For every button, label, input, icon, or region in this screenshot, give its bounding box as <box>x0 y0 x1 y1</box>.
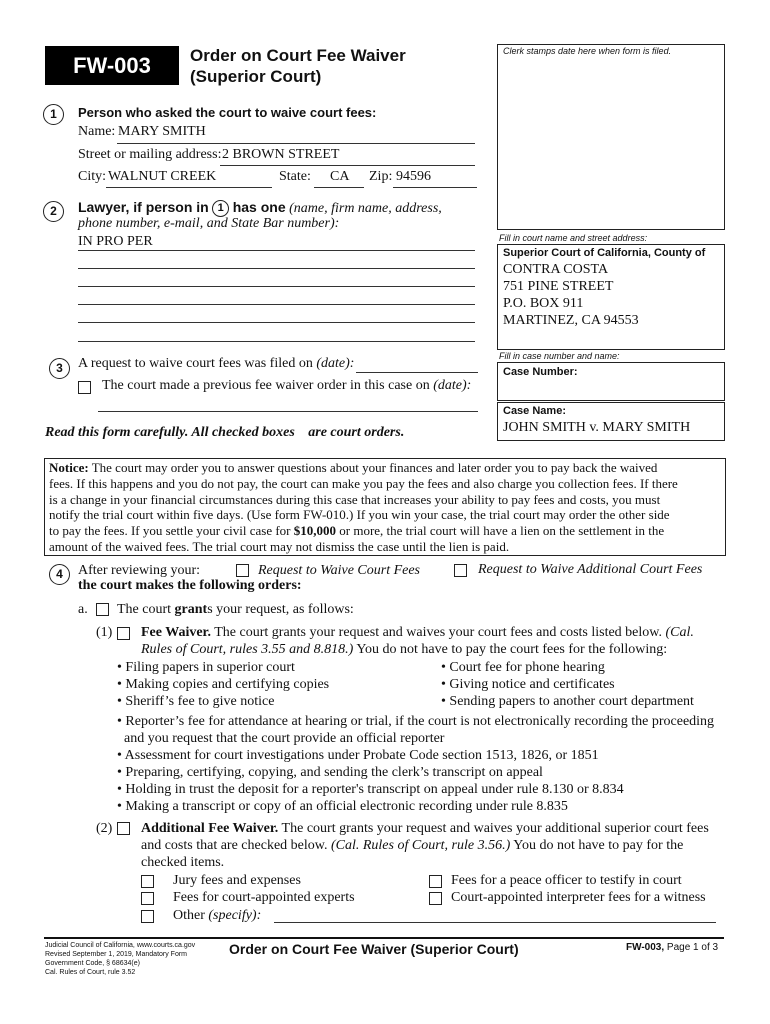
fee-waiver-cite1: (Cal. <box>665 625 694 640</box>
bullet-assessment: • Assessment for court investigations under Probate Code section 1513, 1826, or 1851 <box>117 748 599 763</box>
court-experts-checkbox[interactable] <box>141 892 154 905</box>
additional-waiver-line3: checked items. <box>141 855 225 870</box>
additional-waiver-num: (2) <box>96 821 113 836</box>
notice-line2: fees. If this happens and you do not pay, the court can make you pay the fees and also charge you collection fees. If there <box>49 475 678 491</box>
read-notice <box>45 425 404 441</box>
previous-order-label: The court made a previous fee waiver order in this case on <box>102 378 430 393</box>
fee-waiver-checkbox[interactable] <box>117 627 130 640</box>
bullet-phone: • Court fee for phone hearing <box>441 660 605 675</box>
street-label: Street or mailing address: <box>78 147 222 162</box>
lawyer-heading-italic2: phone number, e-mail, and State Bar number): <box>78 216 340 231</box>
lawyer-heading-italic: (name, firm name, address, <box>289 201 442 216</box>
fee-request-filed-text: A request to waive court fees was filed on <box>78 356 313 371</box>
additional-waiver-text: The court grants your request and waives your additional superior court fees <box>281 821 709 836</box>
notice-line3: is a change in your financial circumstances during this case that increases your ability to pay fees and costs, you must <box>49 491 661 507</box>
footer-left2: Revised September 1, 2019, Mandatory Form <box>45 951 188 958</box>
bullet-deposit: • Holding in trust the deposit for a reporter's transcript on appeal under rule 8.130 or 8.834 <box>117 782 624 797</box>
fee-waiver-line2 <box>141 642 667 658</box>
previous-order-checkbox[interactable] <box>78 381 91 394</box>
footer-page-number: Page 1 of 3 <box>666 942 719 953</box>
jury-fees-label: Jury fees and expenses <box>173 873 301 888</box>
footer-page <box>626 942 718 953</box>
bullet-sending: • Sending papers to another court department <box>441 694 694 709</box>
form-id-badge: FW-003 <box>45 46 179 85</box>
bullet-notice: • Giving notice and certificates <box>441 677 615 692</box>
order-a-bold: grant <box>174 602 208 617</box>
name-label: Name: <box>78 124 116 139</box>
court-line4[interactable]: MARTINEZ, CA 94553 <box>503 313 639 328</box>
orders-heading: the court makes the following orders: <box>78 578 302 593</box>
notice-line6: amount of the waived fees. The trial court may not dismiss the case until the lien is paid. <box>49 538 510 554</box>
order-a-checkbox[interactable] <box>96 603 109 616</box>
court-experts-label: Fees for court-appointed experts <box>173 890 355 905</box>
request-waive-additional-checkbox[interactable] <box>454 564 467 577</box>
previous-order-date-field[interactable] <box>98 411 478 412</box>
additional-waiver-line1 <box>141 821 709 837</box>
bullets-right <box>441 659 694 710</box>
section-3-text <box>78 356 354 372</box>
request-waive-fees-checkbox[interactable] <box>236 564 249 577</box>
city-label: City: <box>78 169 107 184</box>
interpreter-label: Court-appointed interpreter fees for a witness <box>451 890 706 905</box>
notice-text <box>49 460 723 555</box>
section-4-number: 4 <box>49 564 70 585</box>
bullets-full <box>117 713 714 815</box>
case-name-value[interactable]: JOHN SMITH v. MARY SMITH <box>503 420 691 435</box>
jury-fees-checkbox[interactable] <box>141 875 154 888</box>
peace-officer-checkbox[interactable] <box>429 875 442 888</box>
footer-left4: Cal. Rules of Court, rule 3.52 <box>45 969 136 976</box>
form-title-line2: (Superior Court) <box>190 67 322 86</box>
street-value[interactable]: 2 BROWN STREET <box>222 147 340 162</box>
state-label: State: <box>279 169 311 184</box>
order-a-text1: The court <box>117 602 172 617</box>
additional-waiver-cite: (Cal. Rules of Court, rule 3.56.) <box>330 838 511 853</box>
bullet-filing: • Filing papers in superior court <box>117 660 295 675</box>
order-a-text <box>117 602 354 618</box>
bullet-reporter-cont: and you request that the court provide an official reporter <box>124 731 445 746</box>
previous-order-date-label: (date): <box>433 378 472 393</box>
footer-left <box>45 941 195 977</box>
request-waive-additional-label: Request to Waive Additional Court Fees <box>478 562 703 577</box>
fee-waiver-num: (1) <box>96 625 113 640</box>
bullets-left <box>117 659 329 710</box>
interpreter-checkbox[interactable] <box>429 892 442 905</box>
other-label <box>173 908 261 924</box>
notice-amount: $10,000 <box>293 523 336 539</box>
notice-line1: The court may order you to answer questions about your finances and later order you to pay back the waived <box>91 460 658 475</box>
fee-waiver-title: Fee Waiver. <box>141 625 211 640</box>
bullet-copies: • Making copies and certifying copies <box>117 677 330 692</box>
lawyer-value[interactable]: IN PRO PER <box>78 234 153 249</box>
case-name-label: Case Name: <box>503 405 566 417</box>
footer-title: Order on Court Fee Waiver (Superior Court) <box>229 941 519 957</box>
additional-waiver-text2b: You do not have to pay for the <box>513 838 684 853</box>
section-3-number: 3 <box>49 358 70 379</box>
form-title <box>190 45 406 87</box>
fee-request-date-field[interactable] <box>356 372 478 373</box>
other-specify-field[interactable] <box>274 922 716 923</box>
read-notice-part2: are court orders. <box>308 425 405 440</box>
zip-label: Zip: <box>369 169 393 184</box>
notice-line4: notify the trial court within five days. (Use form FW-010.) If you win your case, the trial court may order the other side <box>49 507 670 523</box>
clerk-stamp-box <box>497 44 725 230</box>
name-value[interactable]: MARY SMITH <box>118 124 206 139</box>
section-1-number: 1 <box>43 104 64 125</box>
zip-value[interactable]: 94596 <box>396 169 431 184</box>
additional-waiver-text2a: and costs that are checked below. <box>141 838 328 853</box>
peace-officer-label: Fees for a peace officer to testify in court <box>451 873 682 888</box>
case-box-label: Fill in case number and name: <box>499 351 620 361</box>
previous-order-text <box>102 378 471 394</box>
fee-request-date-label: (date): <box>316 356 355 371</box>
footer-form-id: FW-003, <box>626 942 665 953</box>
additional-waiver-title: Additional Fee Waiver. <box>141 821 279 836</box>
state-value[interactable]: CA <box>330 169 350 184</box>
order-a-text2: s your request, as follows: <box>207 602 354 617</box>
lawyer-heading: Lawyer, if person in <box>78 199 209 215</box>
after-reviewing: After reviewing your: <box>78 563 201 578</box>
case-number-label: Case Number: <box>503 366 578 378</box>
fee-waiver-text2: You do not have to pay the court fees for the following: <box>356 642 668 657</box>
notice-line5c: or more, the trial court will have a lien on the settlement in the <box>339 523 665 539</box>
other-checkbox[interactable] <box>141 910 154 923</box>
notice-line5a: to pay the fees. If you settle your civil case for <box>49 523 291 539</box>
bullet-transcript: • Preparing, certifying, copying, and sending the clerk’s transcript on appeal <box>117 765 543 780</box>
other-specify: (specify): <box>208 908 262 923</box>
read-notice-part1: Read this form carefully. All checked boxes <box>45 425 295 440</box>
section-2-number: 2 <box>43 201 64 222</box>
clerk-stamp-label: Clerk stamps date here when form is filed. <box>503 46 672 56</box>
bullet-reporter: • Reporter’s fee for attendance at hearing or trial, if the court is not electronically recording the proceeding <box>117 714 715 729</box>
fee-waiver-cite2: Rules of Court, rules 3.55 and 8.818.) <box>141 642 354 657</box>
other-text: Other <box>173 908 205 923</box>
form-title-line1: Order on Court Fee Waiver <box>190 46 406 65</box>
order-a-label: a. <box>78 602 88 617</box>
footer-rule <box>44 937 724 939</box>
lawyer-heading-b: has one <box>232 199 286 215</box>
bullet-recording: • Making a transcript or copy of an official electronic recording under rule 8.835 <box>117 799 568 814</box>
request-waive-fees-label: Request to Waive Court Fees <box>258 563 421 578</box>
court-line3[interactable]: P.O. BOX 911 <box>503 296 584 311</box>
city-value[interactable]: WALNUT CREEK <box>108 169 217 184</box>
court-line1[interactable]: CONTRA COSTA <box>503 262 609 277</box>
bullet-sheriff: • Sheriff’s fee to give notice <box>117 694 275 709</box>
additional-waiver-line2 <box>141 838 683 854</box>
footer-left3: Government Code, § 68634(e) <box>45 960 140 967</box>
footer-left1: Judicial Council of California, www.courts.ca.gov <box>45 942 196 949</box>
court-box-label: Fill in court name and street address: <box>499 233 648 243</box>
court-line2[interactable]: 751 PINE STREET <box>503 279 614 294</box>
fee-waiver-text: The court grants your request and waives your court fees and costs listed below. <box>214 625 662 640</box>
section-1-ref: 1 <box>212 200 229 217</box>
section-1-heading: Person who asked the court to waive court fees: <box>78 105 377 120</box>
notice-label: Notice: <box>49 460 89 475</box>
fee-waiver-line1 <box>141 625 694 641</box>
court-heading: Superior Court of California, County of <box>503 247 706 259</box>
additional-waiver-checkbox[interactable] <box>117 822 130 835</box>
